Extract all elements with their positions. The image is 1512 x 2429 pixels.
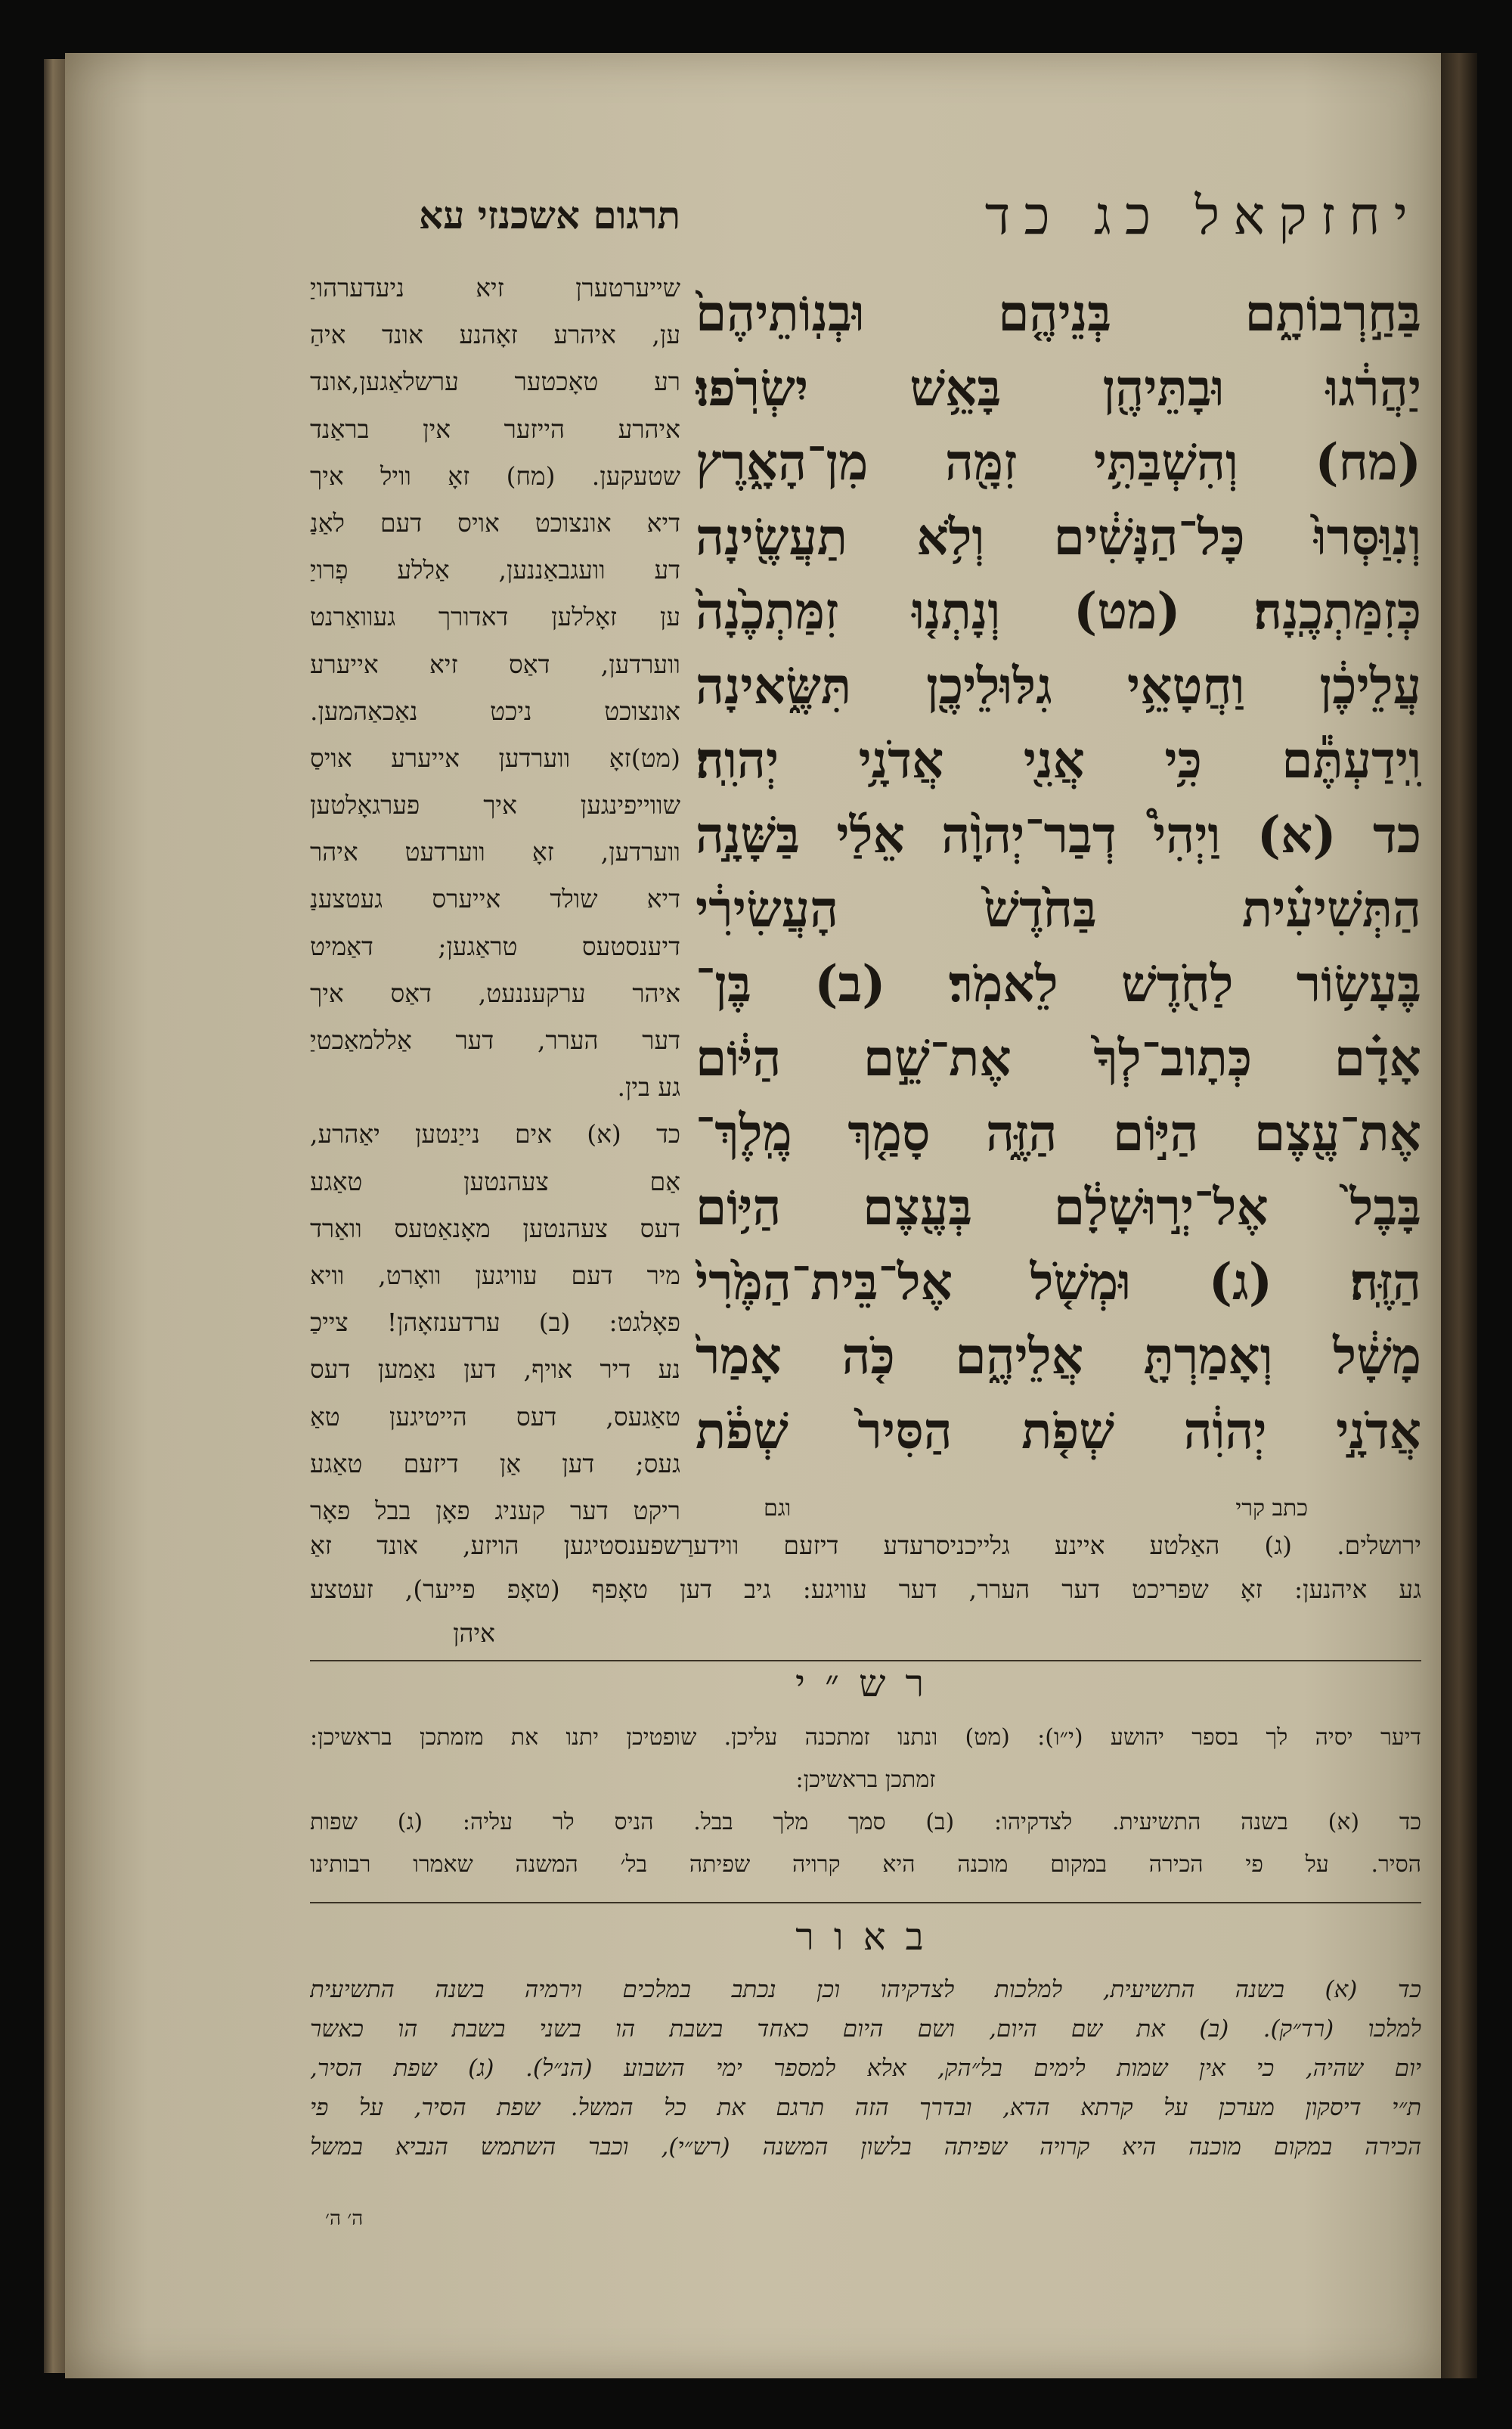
main-line-7: וִֽידַעְתֶּ֕ם כִּ֥י אֲנִ֖י אֲדֹנָ֥י יְהוִֽה׃ bbox=[696, 731, 1421, 790]
targum-line-18: גע בין. bbox=[617, 1072, 680, 1103]
targum-line-1: שייערטערן זיא ניעדערהויַ bbox=[310, 273, 680, 302]
main-line-10: בֶּעָשׂ֥וֹר לַחֹ֖דֶשׁ לֵאמֹֽר׃ (ב) בֶּן־ bbox=[696, 954, 1421, 1013]
targum-line-2: ען, איהרע זאָהנע אונד איהַ bbox=[310, 320, 680, 350]
targum-line-3: רע טאָכטער ערשלאַגען,אונד bbox=[310, 367, 680, 397]
main-line-6: עֲלֵיכֶ֔ן וַחֲטָאֵ֥י גִלּוּלֵיכֶ֖ן תִּשֶּׂ֑אינָה bbox=[696, 656, 1421, 715]
targum-line-27: ריקט דער קעניג פאָן בבל פאָר bbox=[310, 1495, 680, 1525]
targum-line-24: נע דיר אויף, דען נאַמען דעס bbox=[310, 1354, 680, 1385]
biur-line-3: יום שהיה, כי אין שמות לימים בל״הק, אלא למספר ימי השבוע (הנ״ל). (ג) שפת הסיר, bbox=[310, 2055, 1421, 2082]
main-text-column bbox=[696, 163, 1421, 1531]
targum-line-17: דער הערר, דער אַללמאַכטיַ bbox=[310, 1025, 680, 1055]
targum-line-12: שווייפינגען איך פערגאָלטען bbox=[310, 790, 680, 821]
main-line-9: הַתְּשִׁיעִ֗ית בַּחֹ֙דֶשׁ֙ הָעֲשִׂירִ֔י bbox=[696, 879, 1421, 938]
continuation-line-1: ירושלים. (ג) האַלטע איינע גלייכניסרעדע דיזעם ווידערַשפענסטיגען הויזע, אונד זאַ bbox=[310, 1531, 1421, 1560]
biur-line-4: ת״י דיסקון מערכן על קרתא הדא, ובדרך הזה תרגם את כל המשל. שפת הסיר, על פי bbox=[310, 2094, 1421, 2121]
targum-line-25: טאַגעס, דעס הייטיגען טאַ bbox=[310, 1401, 680, 1432]
targum-line-8: ען זאָללען דאדורך געוואַרנט bbox=[310, 602, 680, 632]
gam-word: וגם bbox=[764, 1495, 792, 1522]
targum-line-4: איהרע הייזער אין בראַנד bbox=[310, 414, 680, 444]
targum-line-13: ווערדען, זאָ ווערדעט איהר bbox=[310, 837, 680, 867]
targum-line-21: דעס צעהנטען מאָנאַטעס וואַרד bbox=[310, 1213, 680, 1243]
rashi-line-4: הסיר. על פי הכירה במקום מוכנה היא קרויה שפיתה בל׳ המשנה שאמרו רבותינו bbox=[310, 1851, 1421, 1878]
kri-ktiv-label: כתב קרי bbox=[1235, 1495, 1308, 1522]
continuation-line-2: גע איהנען: זאָ שפריכט דער הערר, דער עוויגע: גיב דען טאָפף (טאָפ פייער), זעטצע bbox=[310, 1574, 1421, 1604]
main-line-1: בַּחַ֣רְבוֹתָ֑ם בְּנֵיהֶ֤ם וּבְנֽוֹתֵיהֶם֙ bbox=[696, 284, 1421, 343]
rashi-line-3: כד (א) בשנה התשיעית. לצדקיהו: (ב) סמך מלך בבל. הניס לר עליה: (ג) שפות bbox=[310, 1809, 1421, 1835]
continuation-line-3: איהן bbox=[453, 1618, 495, 1648]
running-header: יחזקאל כג כד bbox=[984, 185, 1421, 247]
main-line-3: (מח) וְהִשְׁבַּתִּ֥י זִמָּ֖ה מִן־הָאָ֑רֶץ bbox=[696, 433, 1421, 492]
biur-commentary bbox=[310, 1970, 1421, 2167]
rashi-line-2: זמתכן בראשיכן: bbox=[795, 1767, 936, 1793]
main-line-12: אֶת־עֶ֖צֶם הַיּ֣וֹם הַזֶּ֑ה סָמַ֤ךְ מֶֽלֶךְ־ bbox=[696, 1103, 1421, 1162]
rashi-title: רש״י bbox=[795, 1661, 944, 1705]
printer-signature: ה׳ ה׳ bbox=[325, 2207, 364, 2230]
rashi-line-1: דיער יסיה לך בספר יהושע (י״ו): (מט) ונתנו זמתכנה עליכן. שופטיכן יתנו את מזמתכן בראשיכן: bbox=[310, 1724, 1421, 1751]
targum-column bbox=[310, 174, 680, 1543]
main-line-8: כד (א) וַיְהִי֩ דְבַר־יְהוָ֨ה אֵלַ֜י בַּשָּׁנָ֣ה bbox=[696, 805, 1421, 864]
main-line-11: אָדָ֗ם כְּתָוב־לְךָ֙ אֶת־שֵׁ֣ם הַיּ֔וֹם bbox=[696, 1028, 1421, 1087]
targum-line-9: ווערדען, דאַס זיא אייערע bbox=[310, 649, 680, 679]
biur-title: באור bbox=[795, 1915, 943, 1959]
main-line-14: הַזֶּֽה׃ (ג) וּמְשֹׁ֤ל אֶל־בֵּית־הַמֶּ֙רִי֙ bbox=[696, 1252, 1421, 1311]
book-gutter bbox=[1441, 53, 1477, 2378]
targum-line-22: מיר דעם עוויגען וואָרט, וויא bbox=[310, 1260, 680, 1290]
targum-line-6: דיא אונצוכט אויס דעם לאַנַ bbox=[310, 507, 680, 538]
main-line-16: אֲדֹנָ֣י יְהוִ֔ה שְׁפֹ֤ת הַסִּיר֙ שְׁפֹ֔ת bbox=[696, 1401, 1421, 1460]
targum-line-5: שטעקען. (מח) זאָ וויל איך bbox=[310, 461, 680, 491]
targum-header: תרגום אשכנזי עא bbox=[418, 193, 680, 237]
biur-line-2: למלכו (רד״ק). (ב) את שם היום, ושם היום כאחד בשבת הו בשני בשבת הו כאשר bbox=[310, 2015, 1421, 2043]
targum-line-15: דיענסטעס טראַגען; דאַמיט bbox=[310, 931, 680, 961]
biur-line-1: כד (א) בשנה התשיעית, למלכות לצדקיהו וכן נכתב במלכים וירמיה בשנה התשיעית bbox=[310, 1976, 1421, 2003]
rashi-commentary bbox=[310, 1717, 1421, 1886]
kri-ktiv-note bbox=[696, 1490, 1421, 1528]
page-stack-edge bbox=[44, 59, 67, 2373]
main-line-2: יַהֲר֔גוּ וּבָתֵּיהֶ֖ן בָּאֵ֥שׁ יִשְׂרֹֽפוּ׃ bbox=[696, 358, 1421, 417]
biur-line-5: הכירה במקום מוכנה היא קרויה שפיתה בלשון המשנה (רש״י), וכבר השתמש הנביא במשל bbox=[310, 2133, 1421, 2161]
targum-line-26: געס; דען אַן דיזעם טאַגע bbox=[310, 1448, 680, 1478]
targum-line-20: אַם צעהנטען טאַגע bbox=[310, 1166, 680, 1196]
targum-line-23: פאָלגט: (ב) ערדענזאָהן! צייכַ bbox=[310, 1308, 680, 1338]
main-line-5: כְּזִמַּתְכֶֽנָה׃ (מט) וְנָתְנ֤וּ זִמַּתְכֶ֙נָה֙ bbox=[696, 582, 1421, 641]
targum-line-14: דיא שולד אייערס געטצענַ bbox=[310, 884, 680, 914]
main-line-4: וְנִוַּסְּרוּ֙ כָּל־הַנָּשִׁ֔ים וְלֹ֥א תַעֲשֶׂ֖ינָה bbox=[696, 507, 1421, 566]
targum-line-7: דע וועגבאַננען, אַללע פְרויַ bbox=[310, 555, 680, 585]
main-line-13: בָּבֶל֙ אֶל־יְר֣וּשָׁלַ֔͏ִם בְּעֶ֖צֶם הַיּ֥וֹם bbox=[696, 1177, 1421, 1236]
divider-middle bbox=[310, 1902, 1421, 1903]
targum-line-11: (מט)זאָ ווערדען אייערע אויסַ bbox=[310, 743, 680, 773]
main-text-body bbox=[696, 276, 1421, 1468]
targum-line-16: איהר ערקעננעט, דאַס איך bbox=[310, 978, 680, 1008]
targum-continuation bbox=[310, 1524, 1421, 1656]
targum-line-19: כד (א) אים נייַנטען יאַהרע, bbox=[310, 1119, 680, 1149]
targum-line-10: אונצוכט ניכט נאַכאַהמען. bbox=[310, 696, 680, 726]
targum-body bbox=[310, 265, 680, 1534]
main-line-15: מָשָׁ֔ל וְאָמַרְתָּ֖ אֲלֵיהֶ֑ם כֹּ֤ה אָמַר֙ bbox=[696, 1326, 1421, 1385]
